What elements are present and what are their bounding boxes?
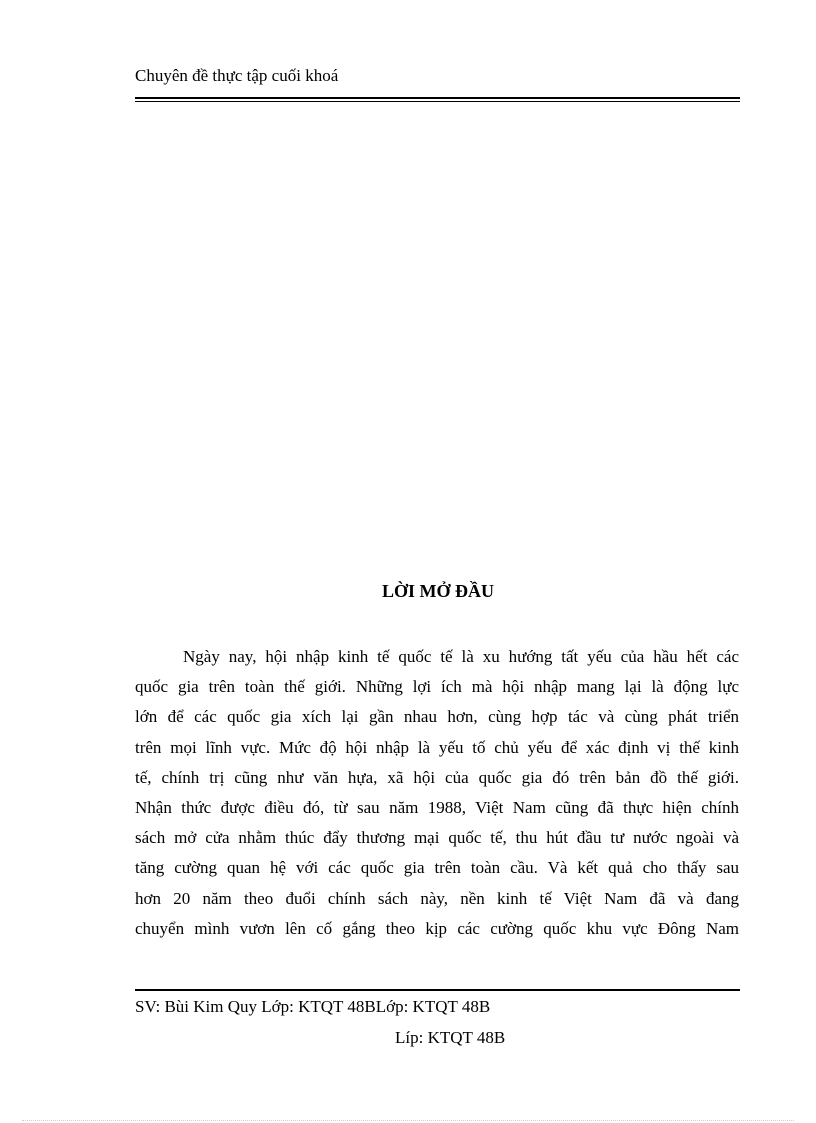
body-paragraph — [135, 642, 739, 944]
footer-class-info: Líp: KTQT 48B — [395, 1028, 506, 1047]
paragraph-line: tăng cường quan hệ với các quốc gia trên toàn cầu. Và kết quả cho thấy sau — [135, 858, 739, 878]
paragraph-line: Nhận thức được điều đó, từ sau năm 1988, Việt Nam cũng đã thực hiện chính — [135, 797, 739, 817]
page-header-title: Chuyên đề thực tập cuối khoá — [135, 66, 339, 85]
footer-student-info: SV: Bùi Kim Quy Lớp: KTQT 48BLớp: KTQT 48B — [135, 997, 491, 1016]
paragraph-line: lớn để các quốc gia xích lại gần nhau hơn, cùng hợp tác và cùng phát triển — [135, 707, 739, 727]
paragraph-line: hơn 20 năm theo đuổi chính sách này, nền kinh tế Việt Nam đã và đang — [135, 888, 739, 908]
paragraph-line: chuyển mình vươn lên cố gắng theo kịp các cường quốc khu vực Đông Nam — [135, 918, 739, 938]
page-bottom-edge — [22, 1120, 794, 1121]
paragraph-line: quốc gia trên toàn thế giới. Những lợi ích mà hội nhập mang lại là động lực — [135, 677, 739, 697]
section-heading: LỜI MỞ ĐẦU — [382, 581, 494, 601]
paragraph-line: sách mở cửa nhằm thúc đẩy thương mại quốc tế, thu hút đầu tư nước ngoài và — [135, 828, 739, 848]
paragraph-line: trên mọi lĩnh vực. Mức độ hội nhập là yếu tố chủ yếu để xác định vị thế kinh — [135, 737, 739, 757]
header-divider — [135, 97, 740, 102]
footer-divider — [135, 989, 740, 991]
paragraph-line: tế, chính trị cũng như văn hựa, xã hội của quốc gia đó trên bản đồ thế giới. — [135, 767, 739, 787]
paragraph-line: Ngày nay, hội nhập kinh tế quốc tế là xu hướng tất yếu của hầu hết các — [183, 647, 739, 666]
